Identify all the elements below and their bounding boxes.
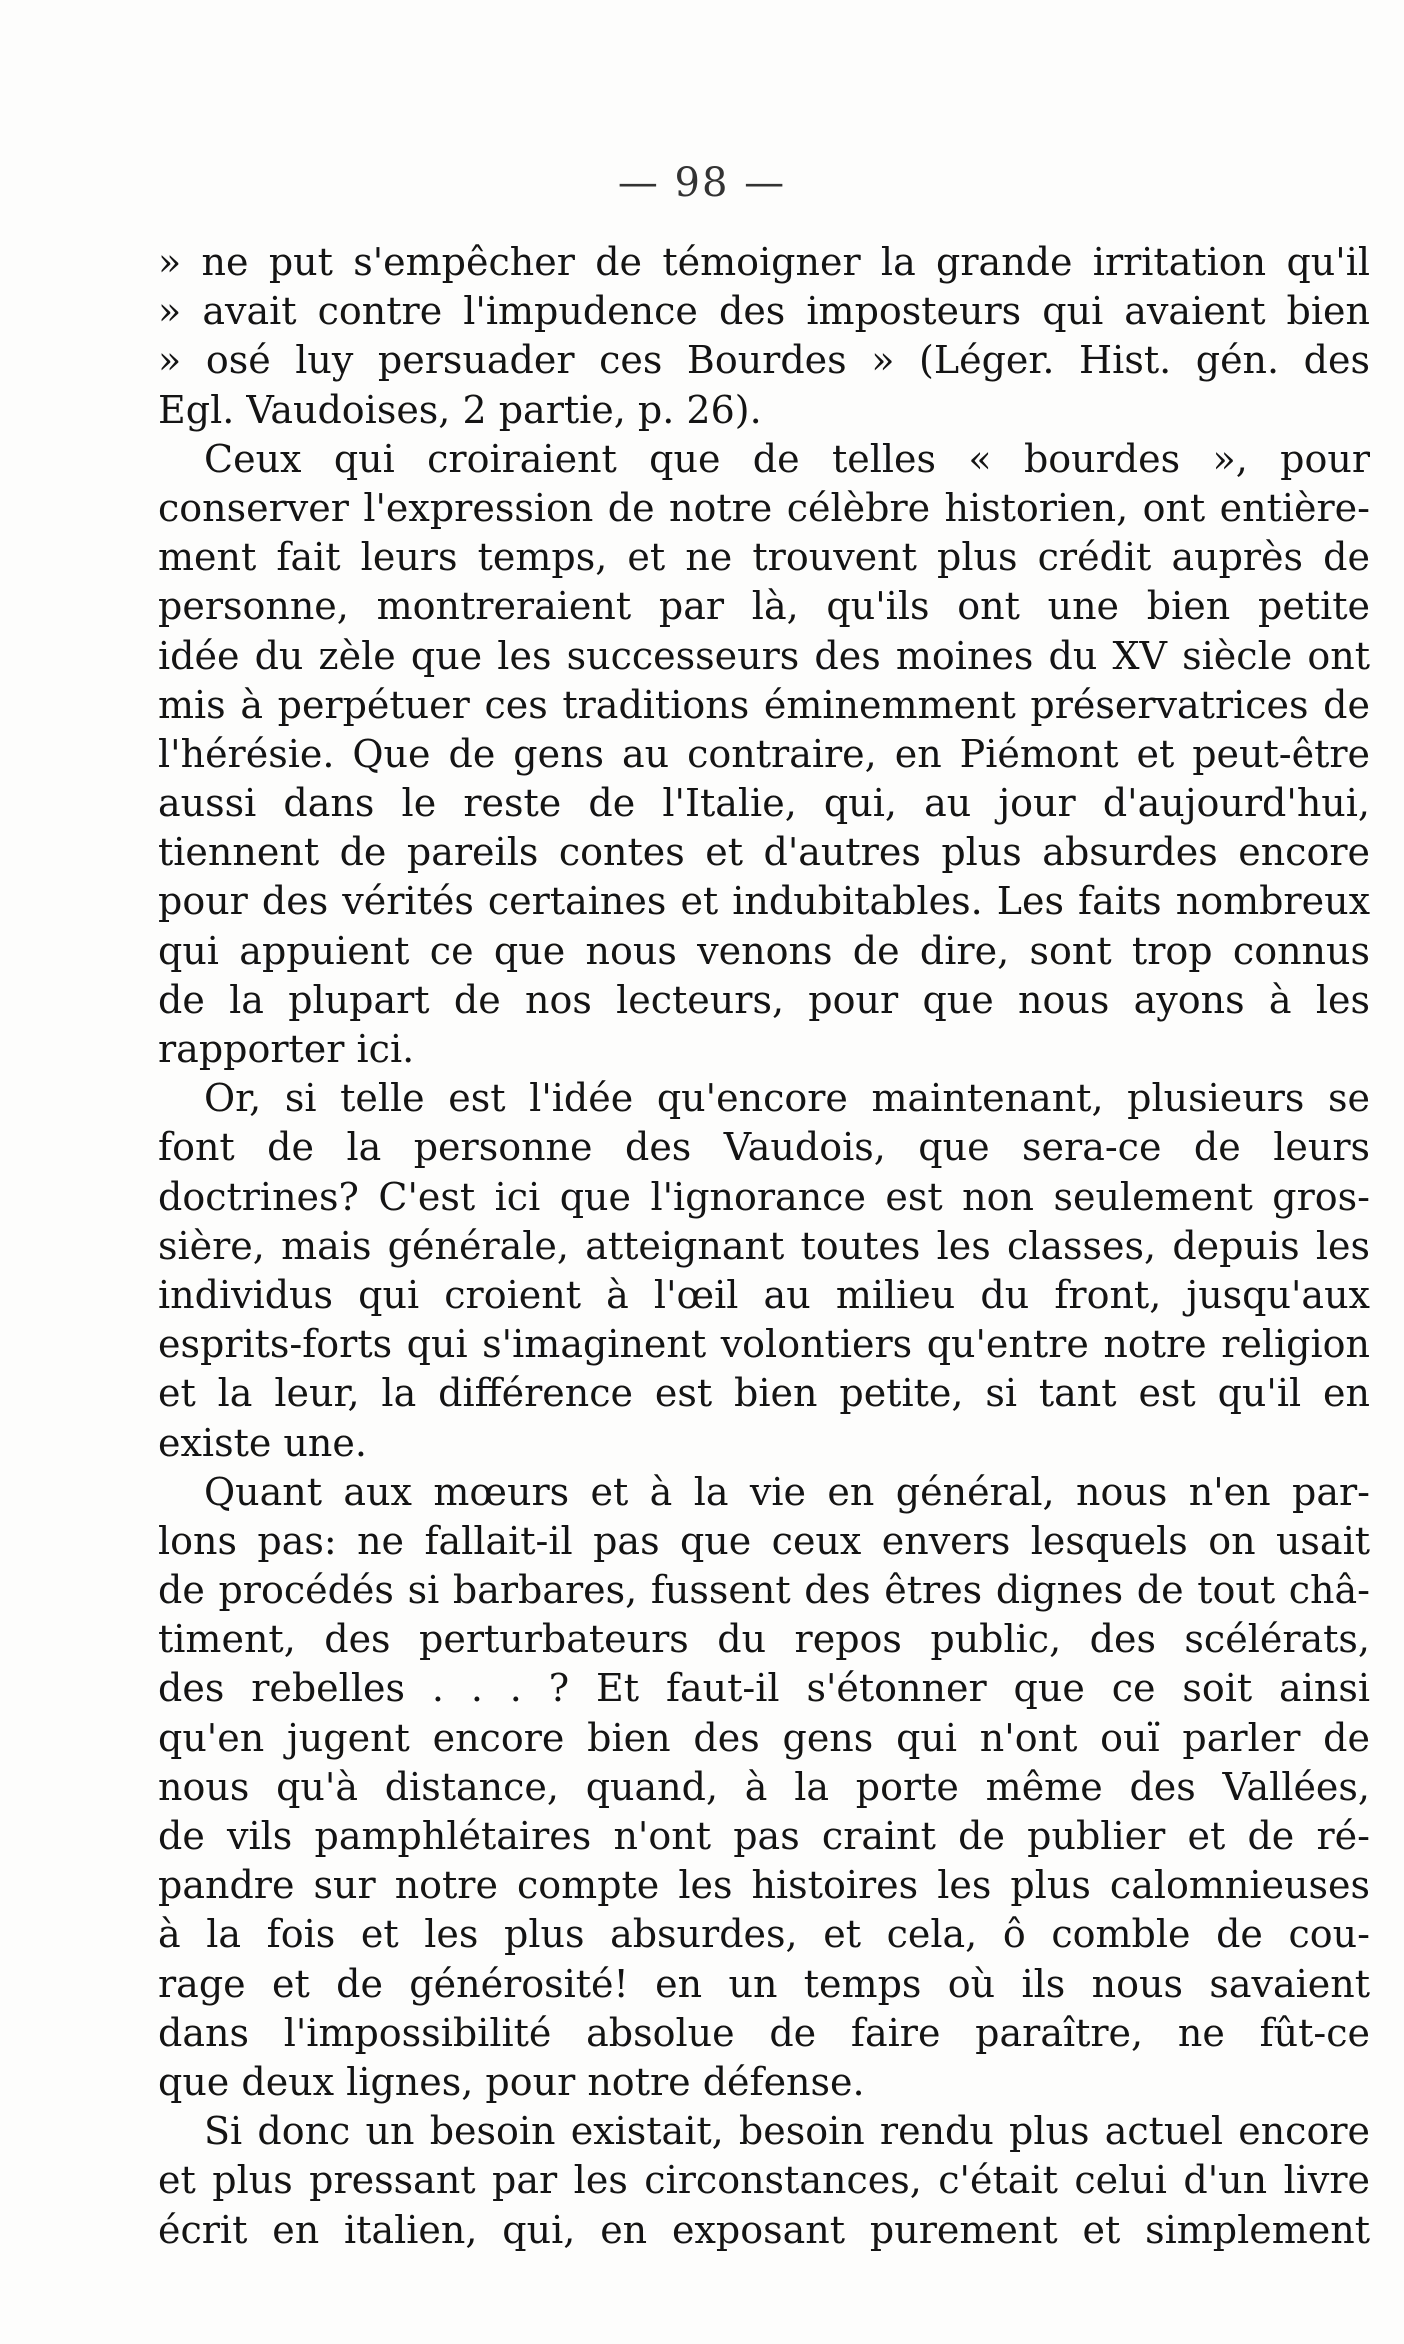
- text-line: qui appuient ce que nous venons de dire, sont trop connus: [158, 928, 1370, 973]
- text-line: idée du zèle que les successeurs des moines du XV siècle ont: [158, 633, 1370, 678]
- text-line: de la plupart de nos lecteurs, pour que nous ayons à les: [158, 977, 1370, 1022]
- text-line: l'hérésie. Que de gens au contraire, en Piémont et peut-être: [158, 731, 1370, 776]
- text-line: dans l'impossibilité absolue de faire paraître, ne fût-ce: [158, 2010, 1370, 2055]
- text-line: tiennent de pareils contes et d'autres plus absurdes encore: [158, 830, 1370, 875]
- text-line: rage et de générosité! en un temps où ils nous savaient: [158, 1961, 1370, 2006]
- text-line: nous qu'à distance, quand, à la porte même des Vallées,: [158, 1764, 1370, 1809]
- text-line: conserver l'expression de notre célèbre historien, ont entière-: [158, 485, 1370, 530]
- text-line: Egl. Vaudoises, 2 partie, p. 26).: [158, 387, 762, 432]
- body-text: [158, 238, 1370, 2255]
- text-line: ment fait leurs temps, et ne trouvent plus crédit auprès de: [158, 535, 1370, 580]
- text-line: » ne put s'empêcher de témoigner la grande irritation qu'il: [158, 240, 1370, 284]
- text-line: à la fois et les plus absurdes, et cela, ô comble de cou-: [158, 1912, 1370, 1957]
- paragraph-first-line: Quant aux mœurs et à la vie en général, nous n'en par-: [204, 1469, 1370, 1514]
- text-line: de procédés si barbares, fussent des êtres dignes de tout châ-: [158, 1568, 1370, 1613]
- text-line: aussi dans le reste de l'Italie, qui, au jour d'aujourd'hui,: [158, 781, 1370, 826]
- text-line: existe une.: [158, 1420, 367, 1465]
- text-line: sière, mais générale, atteignant toutes les classes, depuis les: [158, 1223, 1370, 1268]
- text-line: pour des vérités certaines et indubitables. Les faits nombreux: [158, 879, 1370, 924]
- text-line: de vils pamphlétaires n'ont pas craint de publier et de ré-: [158, 1814, 1370, 1858]
- text-line: rapporter ici.: [158, 1027, 415, 1071]
- text-line: doctrines? C'est ici que l'ignorance est non seulement gros-: [158, 1174, 1370, 1219]
- text-line: esprits-forts qui s'imaginent volontiers qu'entre notre religion: [158, 1322, 1370, 1367]
- text-line: individus qui croient à l'œil au milieu du front, jusqu'aux: [158, 1272, 1370, 1317]
- text-line: qu'en jugent encore bien des gens qui n'ont ouï parler de: [158, 1715, 1370, 1760]
- text-line: et la leur, la différence est bien petite, si tant est qu'il en: [158, 1371, 1370, 1416]
- text-line: personne, montreraient par là, qu'ils ont une bien petite: [158, 584, 1370, 629]
- text-line: des rebelles . . . ? Et faut-il s'étonner que ce soit ainsi: [158, 1666, 1370, 1711]
- paragraph-first-line: Si donc un besoin existait, besoin rendu plus actuel encore: [204, 2109, 1370, 2154]
- text-line: font de la personne des Vaudois, que sera-ce de leurs: [158, 1125, 1370, 1170]
- text-line: que deux lignes, pour notre défense.: [158, 2059, 865, 2104]
- paragraph-first-line: Or, si telle est l'idée qu'encore maintenant, plusieurs se: [204, 1076, 1370, 1121]
- page-number: — 98 —: [617, 160, 787, 206]
- text-line: » avait contre l'impudence des imposteurs qui avaient bien: [158, 289, 1370, 334]
- text-line: mis à perpétuer ces traditions éminemment préservatrices de: [158, 682, 1370, 727]
- text-line: timent, des perturbateurs du repos public, des scélérats,: [158, 1617, 1370, 1662]
- text-line: » osé luy persuader ces Bourdes » (Léger. Hist. gén. des: [158, 338, 1370, 383]
- text-line: pandre sur notre compte les histoires les plus calomnieuses: [158, 1863, 1370, 1908]
- paragraph-first-line: Ceux qui croiraient que de telles « bourdes », pour: [204, 436, 1370, 481]
- text-line: et plus pressant par les circonstances, c'était celui d'un livre: [158, 2158, 1370, 2203]
- text-line: écrit en italien, qui, en exposant purement et simplement: [158, 2207, 1370, 2252]
- text-line: lons pas: ne fallait-il pas que ceux envers lesquels on usait: [158, 1518, 1370, 1563]
